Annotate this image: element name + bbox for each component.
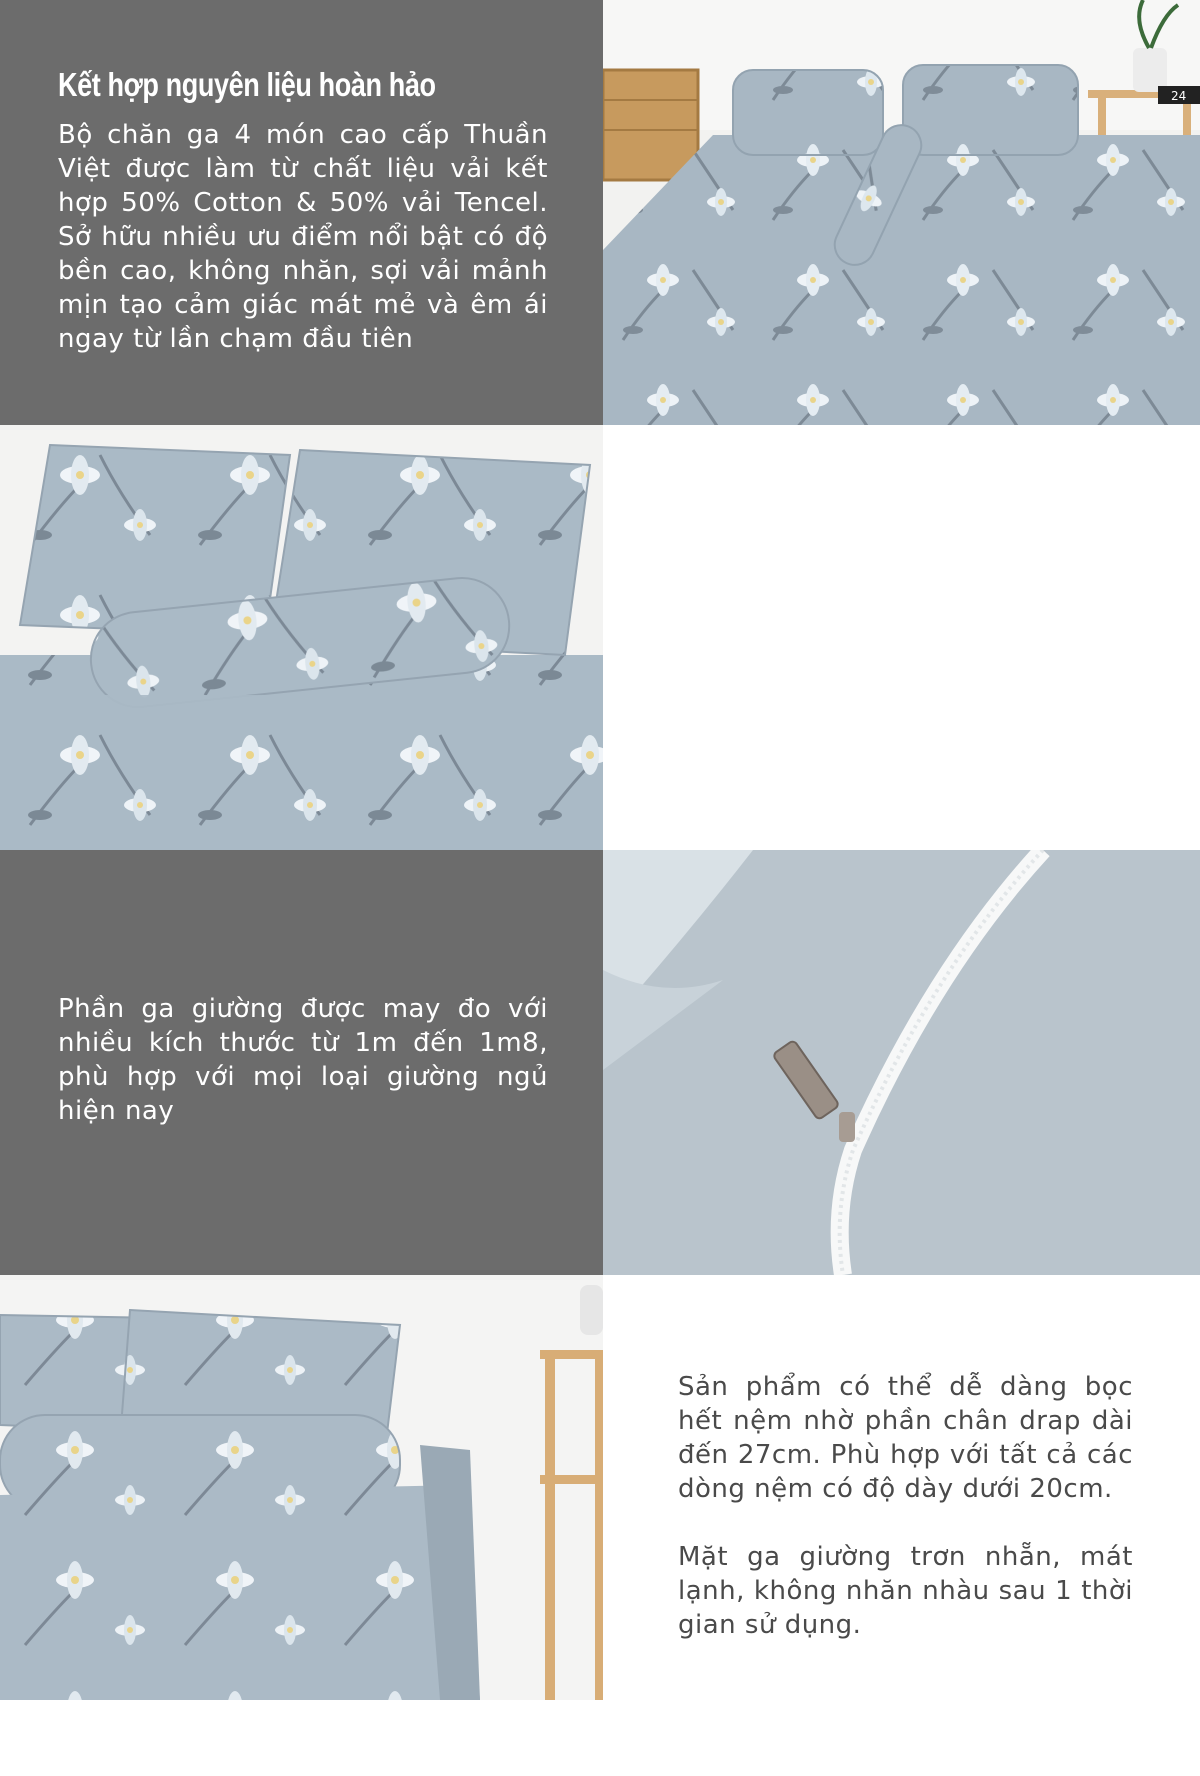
features-section [0, 425, 1200, 850]
clock-digits: 24 [1171, 89, 1187, 103]
fit-smooth-text: Mặt ga giường trơn nhẵn, mát lạnh, không nhăn nhàu sau 1 thời gian sử dụng. [678, 1542, 1133, 1640]
fit-list [678, 1370, 1133, 1676]
sizing-description: Phần ga giường được may đo với nhiều kích thước từ 1m đến 1m8, phù hợp với mọi loại giường ngủ hiện nay [58, 994, 548, 1126]
pillows-photo [0, 425, 603, 850]
material-text-panel [0, 0, 603, 425]
material-description: Bộ chăn ga 4 món cao cấp Thuần Việt được làm từ chất liệu vải kết hợp 50% Cotton & 50% vải Tencel. Sở hữu nhiều ưu điểm nổi bật có độ bền cao, không nhăn, sợi vải mảnh mịn tạo cảm giác mát mẻ và êm ái ngay từ lần chạm đầu tiên [58, 120, 548, 354]
material-section [0, 0, 1200, 425]
material-title: Kết hợp nguyên liệu hoàn hảo [58, 66, 436, 103]
features-text-panel [603, 425, 1200, 850]
sizing-section [0, 850, 1200, 1275]
fit-wrap-text: Sản phẩm có thể dễ dàng bọc hết nệm nhờ phần chân drap dài đến 27cm. Phù hợp với tất cả các dòng nệm có độ dày dưới 20cm. [678, 1372, 1133, 1504]
bed-room-photo [603, 0, 1200, 425]
zipper-closeup-photo [603, 850, 1200, 1275]
bed-corner-photo [0, 1275, 603, 1700]
fit-section [0, 1275, 1200, 1700]
